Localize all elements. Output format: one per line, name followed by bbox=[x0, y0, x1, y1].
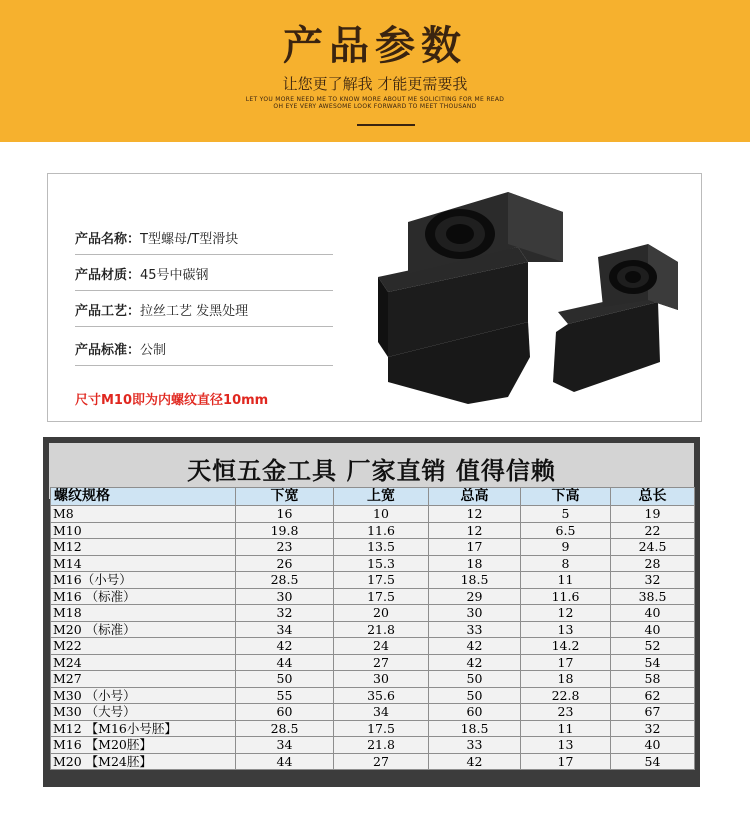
dimension-cell: 34 bbox=[236, 621, 334, 638]
dimension-cell: 32 bbox=[236, 605, 334, 622]
dimension-cell: 17.5 bbox=[334, 720, 429, 737]
dimension-cell: 12 bbox=[429, 522, 521, 539]
dimension-cell: 60 bbox=[236, 704, 334, 721]
table-row bbox=[51, 621, 695, 638]
thread-spec-cell: M30 （小号） bbox=[51, 687, 236, 704]
title-underline bbox=[357, 124, 415, 126]
dimension-cell: 18 bbox=[429, 555, 521, 572]
dimension-cell: 50 bbox=[236, 671, 334, 688]
spec-table-panel bbox=[43, 437, 700, 787]
info-key-label: 产品材质： bbox=[75, 268, 141, 283]
dimension-cell: 13.5 bbox=[334, 539, 429, 556]
dimension-cell: 42 bbox=[429, 638, 521, 655]
dimension-cell: 15.3 bbox=[334, 555, 429, 572]
thread-spec-cell: M20 （标准） bbox=[51, 621, 236, 638]
info-row-process bbox=[75, 295, 333, 327]
dimension-cell: 23 bbox=[236, 539, 334, 556]
info-value: 拉丝工艺 发黑处理 bbox=[140, 304, 249, 319]
dimension-cell: 33 bbox=[429, 737, 521, 754]
dimension-cell: 32 bbox=[611, 720, 695, 737]
dimension-cell: 17 bbox=[521, 654, 611, 671]
column-header: 上宽 bbox=[334, 488, 429, 506]
dimension-cell: 34 bbox=[334, 704, 429, 721]
dimension-cell: 58 bbox=[611, 671, 695, 688]
page-title: 产品参数 bbox=[283, 23, 467, 69]
dimension-cell: 21.8 bbox=[334, 621, 429, 638]
dimension-cell: 19 bbox=[611, 506, 695, 523]
thread-spec-cell: M16（小号） bbox=[51, 572, 236, 589]
dimension-cell: 42 bbox=[236, 638, 334, 655]
info-key bbox=[75, 339, 166, 358]
thread-spec-cell: M12 bbox=[51, 539, 236, 556]
dimension-cell: 40 bbox=[611, 621, 695, 638]
dimension-cell: 29 bbox=[429, 588, 521, 605]
dimension-cell: 11.6 bbox=[521, 588, 611, 605]
dimension-cell: 33 bbox=[429, 621, 521, 638]
dimension-cell: 11 bbox=[521, 720, 611, 737]
english-tagline-1: LET YOU MORE NEED ME TO KNOW MORE ABOUT ME SOLICITING FOR ME READ bbox=[245, 96, 505, 103]
table-header-row bbox=[51, 488, 695, 506]
table-row bbox=[51, 522, 695, 539]
table-row bbox=[51, 753, 695, 770]
dimension-cell: 28.5 bbox=[236, 572, 334, 589]
english-tagline-2: OH EYE VERY AWESOME LOOK FORWARD TO MEET THOUSAND bbox=[273, 103, 477, 110]
dimension-cell: 30 bbox=[429, 605, 521, 622]
dimension-cell: 54 bbox=[611, 654, 695, 671]
table-row bbox=[51, 588, 695, 605]
table-row bbox=[51, 671, 695, 688]
info-value: 公制 bbox=[140, 343, 167, 358]
info-row-standard bbox=[75, 334, 333, 366]
table-row bbox=[51, 737, 695, 754]
dimension-cell: 17.5 bbox=[334, 572, 429, 589]
t-nut-product-image bbox=[348, 182, 688, 417]
thread-spec-cell: M30 （大号） bbox=[51, 704, 236, 721]
dimension-cell: 16 bbox=[236, 506, 334, 523]
thread-spec-cell: M14 bbox=[51, 555, 236, 572]
dimension-cell: 62 bbox=[611, 687, 695, 704]
thread-spec-cell: M27 bbox=[51, 671, 236, 688]
dimension-cell: 30 bbox=[236, 588, 334, 605]
dimension-cell: 40 bbox=[611, 605, 695, 622]
dimension-cell: 40 bbox=[611, 737, 695, 754]
dimension-cell: 50 bbox=[429, 671, 521, 688]
dimension-cell: 20 bbox=[334, 605, 429, 622]
table-row bbox=[51, 638, 695, 655]
thread-spec-cell: M22 bbox=[51, 638, 236, 655]
dimension-cell: 11.6 bbox=[334, 522, 429, 539]
dimension-cell: 17 bbox=[521, 753, 611, 770]
dimension-cell: 11 bbox=[521, 572, 611, 589]
dimension-cell: 14.2 bbox=[521, 638, 611, 655]
dimension-cell: 27 bbox=[334, 654, 429, 671]
small-t-nut bbox=[553, 244, 678, 392]
product-info-panel bbox=[47, 173, 702, 422]
table-row bbox=[51, 704, 695, 721]
dimension-cell: 55 bbox=[236, 687, 334, 704]
dimension-cell: 19.8 bbox=[236, 522, 334, 539]
info-key bbox=[75, 264, 209, 283]
table-row bbox=[51, 506, 695, 523]
dimension-cell: 34 bbox=[236, 737, 334, 754]
dimension-cell: 50 bbox=[429, 687, 521, 704]
dimension-cell: 8 bbox=[521, 555, 611, 572]
dimension-cell: 9 bbox=[521, 539, 611, 556]
info-key-label: 产品名称： bbox=[75, 232, 141, 247]
info-key bbox=[75, 228, 238, 247]
table-title: 天恒五金工具 厂家直销 值得信赖 bbox=[49, 443, 694, 499]
dimension-cell: 21.8 bbox=[334, 737, 429, 754]
table-row bbox=[51, 605, 695, 622]
dimension-cell: 27 bbox=[334, 753, 429, 770]
column-header: 螺纹规格 bbox=[51, 488, 236, 506]
dimension-cell: 22.8 bbox=[521, 687, 611, 704]
info-key-label: 产品工艺： bbox=[75, 304, 141, 319]
table-row bbox=[51, 687, 695, 704]
dimension-cell: 38.5 bbox=[611, 588, 695, 605]
dimension-cell: 28.5 bbox=[236, 720, 334, 737]
thread-spec-cell: M10 bbox=[51, 522, 236, 539]
info-key bbox=[75, 300, 248, 319]
dimension-cell: 12 bbox=[429, 506, 521, 523]
dimension-cell: 6.5 bbox=[521, 522, 611, 539]
page-subtitle: 让您更了解我 才能更需要我 bbox=[282, 75, 468, 93]
column-header: 下宽 bbox=[236, 488, 334, 506]
dimension-cell: 23 bbox=[521, 704, 611, 721]
dimension-cell: 30 bbox=[334, 671, 429, 688]
column-header: 总高 bbox=[429, 488, 521, 506]
dimension-cell: 22 bbox=[611, 522, 695, 539]
dimension-cell: 13 bbox=[521, 621, 611, 638]
info-value: 45号中碳钢 bbox=[140, 268, 209, 283]
dimension-cell: 28 bbox=[611, 555, 695, 572]
dimension-cell: 54 bbox=[611, 753, 695, 770]
column-header: 下高 bbox=[521, 488, 611, 506]
dimension-cell: 18.5 bbox=[429, 720, 521, 737]
dimension-cell: 12 bbox=[521, 605, 611, 622]
dimension-cell: 32 bbox=[611, 572, 695, 589]
info-value: T型螺母/T型滑块 bbox=[140, 232, 239, 247]
thread-spec-cell: M18 bbox=[51, 605, 236, 622]
dimension-cell: 24 bbox=[334, 638, 429, 655]
dimension-cell: 5 bbox=[521, 506, 611, 523]
thread-spec-cell: M16 （标准） bbox=[51, 588, 236, 605]
table-row bbox=[51, 720, 695, 737]
info-row-name bbox=[75, 223, 333, 255]
dimension-cell: 35.6 bbox=[334, 687, 429, 704]
dimension-cell: 52 bbox=[611, 638, 695, 655]
dimension-cell: 44 bbox=[236, 753, 334, 770]
dimension-cell: 60 bbox=[429, 704, 521, 721]
header-banner bbox=[0, 0, 750, 142]
info-row-material bbox=[75, 259, 333, 291]
dimension-cell: 17 bbox=[429, 539, 521, 556]
thread-spec-cell: M24 bbox=[51, 654, 236, 671]
dimension-cell: 44 bbox=[236, 654, 334, 671]
size-note: 尺寸M10即为内螺纹直径10mm bbox=[75, 393, 269, 408]
table-row bbox=[51, 539, 695, 556]
dimension-cell: 18 bbox=[521, 671, 611, 688]
dimension-cell: 42 bbox=[429, 654, 521, 671]
dimension-cell: 13 bbox=[521, 737, 611, 754]
dimension-cell: 18.5 bbox=[429, 572, 521, 589]
dimension-cell: 17.5 bbox=[334, 588, 429, 605]
dimension-cell: 24.5 bbox=[611, 539, 695, 556]
info-key-label: 产品标准： bbox=[75, 343, 141, 358]
thread-spec-cell: M8 bbox=[51, 506, 236, 523]
thread-spec-cell: M12 【M16小号胚】 bbox=[51, 720, 236, 737]
thread-spec-cell: M16 【M20胚】 bbox=[51, 737, 236, 754]
dimension-cell: 67 bbox=[611, 704, 695, 721]
dimension-cell: 26 bbox=[236, 555, 334, 572]
column-header: 总长 bbox=[611, 488, 695, 506]
spec-table bbox=[50, 487, 695, 770]
thread-spec-cell: M20 【M24胚】 bbox=[51, 753, 236, 770]
large-t-nut bbox=[378, 192, 563, 404]
dimension-cell: 42 bbox=[429, 753, 521, 770]
table-row bbox=[51, 555, 695, 572]
table-row bbox=[51, 654, 695, 671]
dimension-cell: 10 bbox=[334, 506, 429, 523]
table-row bbox=[51, 572, 695, 589]
